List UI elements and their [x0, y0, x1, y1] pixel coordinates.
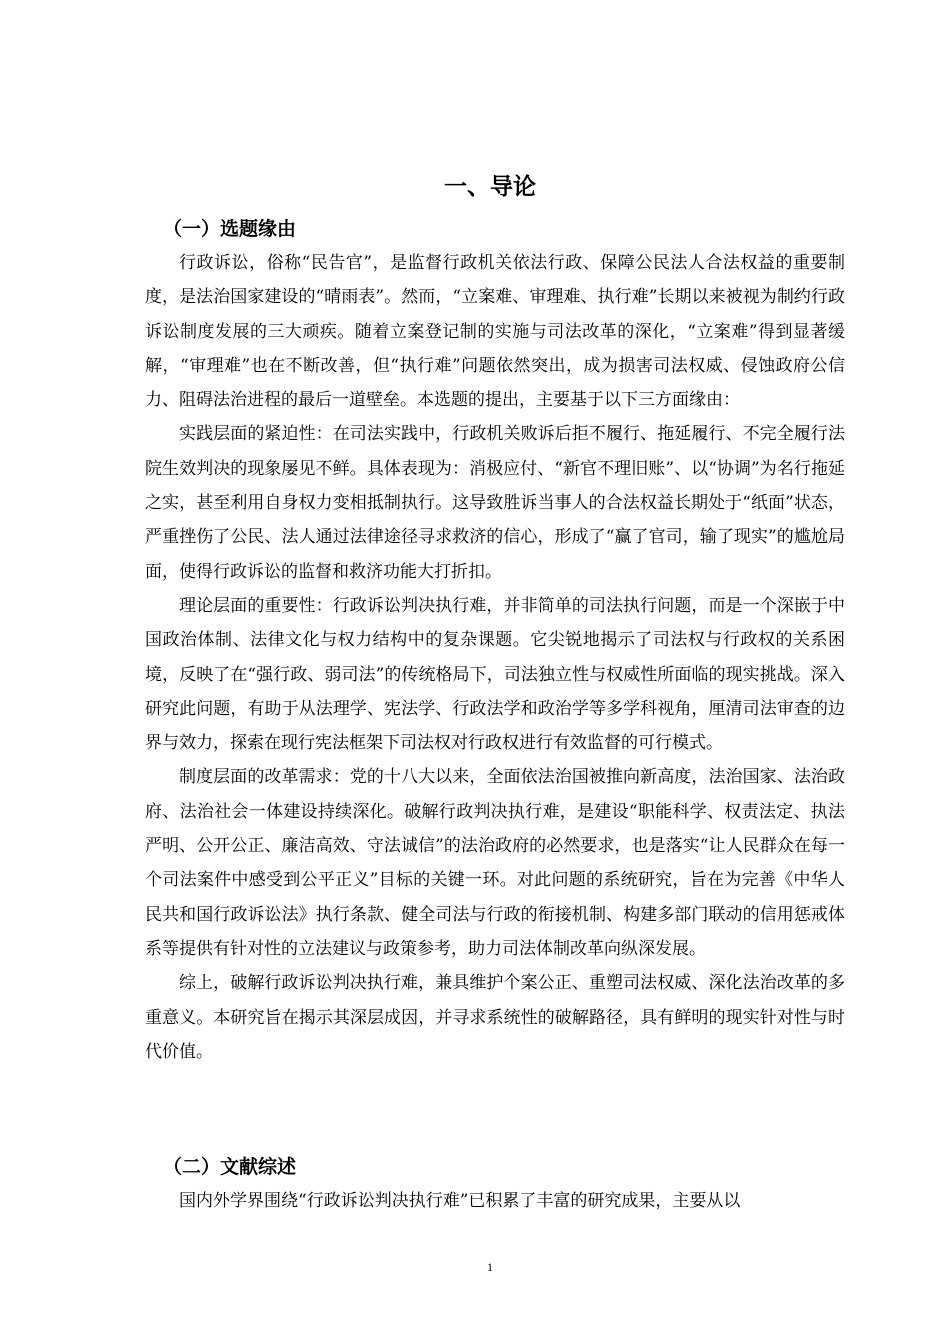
paragraph-theory: 理论层面的重要性：行政诉讼判决执行难，并非简单的司法执行问题，而是一个深嵌于中国政治体制、法律文化与权力结构中的复杂课题。它尖锐地揭示了司法权与行政权的关系困境，反映了在“强行政、弱司法”的传统格局下，司法独立性与权威性所面临的现实挑战。深入研究此问题，有助于从法理学、宪法学、行政法学和政治学等多学科视角，厘清司法审查的边界与效力，探索在现行宪法框架下司法权对行政权进行有效监督的可行模式。 — [145, 595, 845, 754]
section-body-literature — [145, 1184, 845, 1218]
section-body-reasons — [145, 246, 845, 1069]
section-heading-reasons: （一）选题缘由 — [163, 218, 297, 240]
paragraph-institution: 制度层面的改革需求：党的十八大以来，全面依法治国被推向新高度，法治国家、法治政府、法治社会一体建设持续深化。破解行政判决执行难，是建设“职能科学、权责法定、执法严明、公开公正、廉洁高效、守法诚信”的法治政府的必然要求，也是落实“让人民群众在每一个司法案件中感受到公平正义”目标的关键一环。对此问题的系统研究，旨在为完善《中华人民共和国行政诉讼法》执行条款、健全司法与行政的衔接机制、构建多部门联动的信用惩戒体系等提供有针对性的立法建议与政策参考，助力司法体制改革向纵深发展。 — [145, 767, 845, 959]
section-heading-literature: （二）文献综述 — [163, 1156, 297, 1178]
page-number: 1 — [487, 1260, 493, 1274]
paragraph-intro: 行政诉讼，俗称“民告官”，是监督行政机关依法行政、保障公民法人合法权益的重要制度，是法治国家建设的“晴雨表”。然而，“立案难、审理难、执行难”长期以来被视为制约行政诉讼制度发展的三大顽疾。随着立案登记制的实施与司法改革的深化，“立案难”得到显著缓解，“审理难”也在不断改善，但“执行难”问题依然突出，成为损害司法权威、侵蚀政府公信力、阻碍法治进程的最后一道壁垒。本选题的提出，主要基于以下三方面缘由： — [145, 253, 845, 411]
chapter-title: 一、导论 — [444, 174, 536, 200]
paragraph-literature-start: 国内外学界围绕“行政诉讼判决执行难”已积累了丰富的研究成果，主要从以 — [179, 1191, 741, 1211]
paragraph-summary: 综上，破解行政诉讼判决执行难，兼具维护个案公正、重塑司法权威、深化法治改革的多重意义。本研究旨在揭示其深层成因，并寻求系统性的破解路径，具有鲜明的现实针对性与时代价值。 — [145, 973, 845, 1062]
paragraph-practice: 实践层面的紧迫性：在司法实践中，行政机关败诉后拒不履行、拖延履行、不完全履行法院生效判决的现象屡见不鲜。具体表现为：消极应付、“新官不理旧账”、以“协调”为名行拖延之实，甚至利用自身权力变相抵制执行。这导致胜诉当事人的合法权益长期处于“纸面”状态，严重挫伤了公民、法人通过法律途径寻求救济的信心，形成了“赢了官司，输了现实”的尴尬局面，使得行政诉讼的监督和救济功能大打折扣。 — [145, 424, 845, 582]
